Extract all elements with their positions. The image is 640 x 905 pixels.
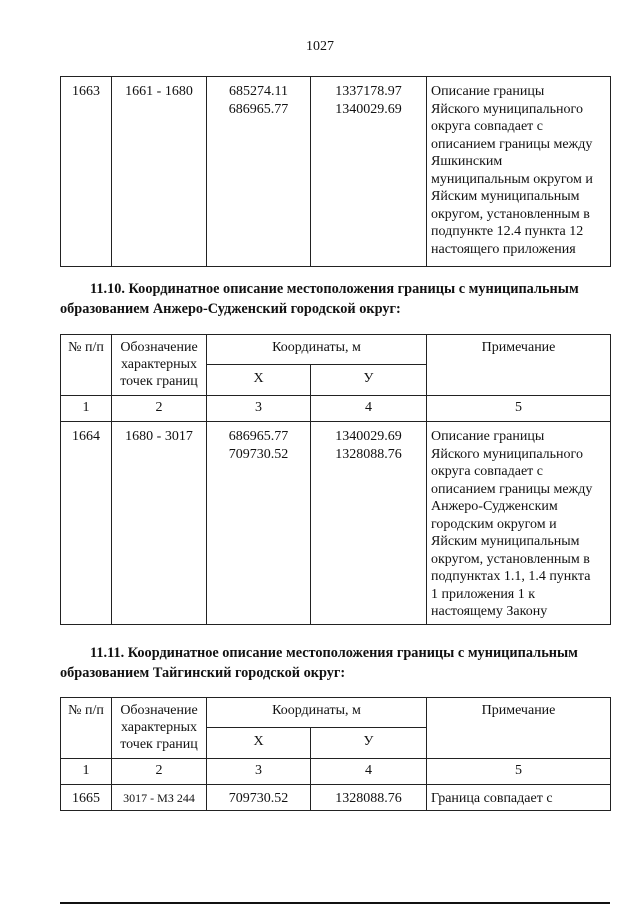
table-row <box>61 422 611 625</box>
x-value: 686965.77 <box>228 101 289 117</box>
col-header-coordinates: Координаты, м <box>207 698 427 728</box>
col-header-num: № п/п <box>61 335 112 396</box>
x-coordinates: 709730.52 <box>207 785 311 811</box>
note-cell: Описание границы Яйского муниципального округа совпадает с описанием границы между Яшкинским муниципальным округом и Яйским муниципальным округом, установленным в подпункте 12.4 пункта 12 настоящего приложения <box>427 77 611 267</box>
y-value: 1340029.69 <box>335 429 402 444</box>
section-heading-11-11: 11.11. Координатное описание местоположения границы с муниципальным образованием Тайгинский городской округ: <box>60 645 578 681</box>
col-header-y: У <box>311 365 427 396</box>
col-header-note: Примечание <box>427 335 611 396</box>
point-number: 1664 <box>61 422 112 625</box>
y-coordinates <box>311 77 427 267</box>
x-value: 685274.11 <box>229 84 288 99</box>
index-cell: 4 <box>311 759 427 785</box>
note-cell: Граница совпадает с <box>427 785 611 811</box>
col-header-designation: Обозначение характерных точек границ <box>112 698 207 759</box>
col-header-x: Х <box>207 728 311 759</box>
point-range: 3017 - МЗ 244 <box>112 785 207 811</box>
point-range: 1680 - 3017 <box>112 422 207 625</box>
section-heading-11-10: 11.10. Координатное описание местоположения границы с муниципальным образованием Анжеро-Судженский городской округ: <box>60 281 579 317</box>
col-header-x: Х <box>207 365 311 396</box>
y-value: 1328088.76 <box>335 446 402 462</box>
col-header-designation: Обозначение характерных точек границ <box>112 335 207 396</box>
index-cell: 5 <box>427 759 611 785</box>
table-row <box>61 785 611 811</box>
coordinates-table-11-11 <box>60 697 611 811</box>
col-header-coordinates: Координаты, м <box>207 335 427 365</box>
index-cell: 2 <box>112 396 207 422</box>
y-coordinates <box>311 422 427 625</box>
index-cell: 4 <box>311 396 427 422</box>
index-cell: 3 <box>207 396 311 422</box>
index-cell: 3 <box>207 759 311 785</box>
y-coordinates: 1328088.76 <box>311 785 427 811</box>
x-value: 709730.52 <box>228 446 289 462</box>
col-header-note: Примечание <box>427 698 611 759</box>
col-header-y: У <box>311 728 427 759</box>
index-cell: 2 <box>112 759 207 785</box>
y-value: 1340029.69 <box>335 101 402 117</box>
y-value: 1337178.97 <box>335 84 402 99</box>
footer-rule <box>60 902 610 904</box>
index-cell: 5 <box>427 396 611 422</box>
point-range: 1661 - 1680 <box>112 77 207 267</box>
coordinates-table-11-10 <box>60 334 611 625</box>
page-number: 1027 <box>306 39 334 54</box>
col-header-num: № п/п <box>61 698 112 759</box>
index-row <box>61 759 611 785</box>
note-cell: Описание границы Яйского муниципального округа совпадает с описанием границы между Анжеро-Судженским городским округом и Яйским муниципальным округом, установленным в подпунктах 1.1, 1.4 пункта 1 приложения 1 к настоящему Закону <box>427 422 611 625</box>
coordinates-table-continued <box>60 76 611 267</box>
x-value: 686965.77 <box>228 429 289 444</box>
index-cell: 1 <box>61 396 112 422</box>
x-coordinates <box>207 77 311 267</box>
x-coordinates <box>207 422 311 625</box>
point-number: 1663 <box>61 77 112 267</box>
index-cell: 1 <box>61 759 112 785</box>
point-number: 1665 <box>61 785 112 811</box>
table-row <box>61 77 611 267</box>
index-row <box>61 396 611 422</box>
